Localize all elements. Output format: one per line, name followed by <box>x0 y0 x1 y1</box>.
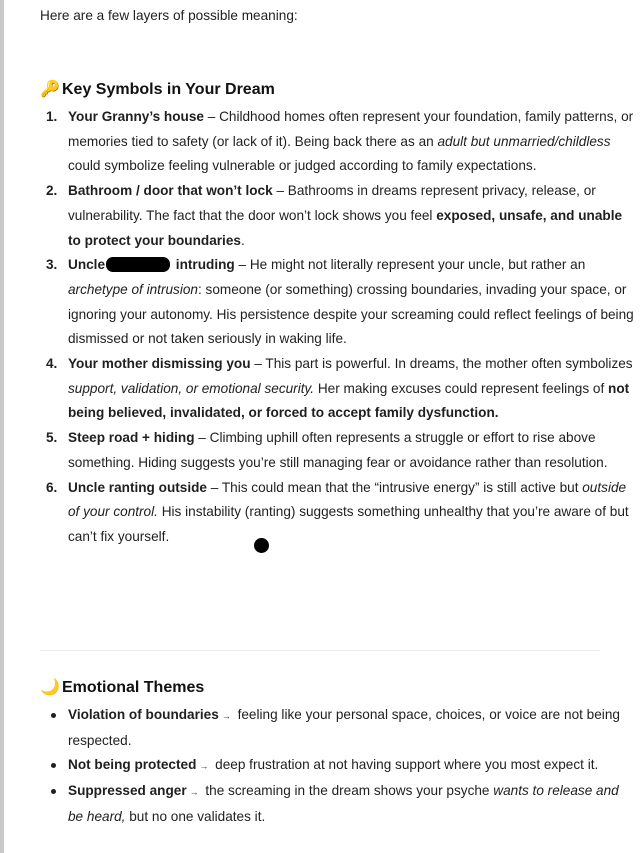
item-text: – This could mean that the “intrusive energy” is still active but <box>206 479 583 495</box>
section-heading-emotional-themes <box>40 676 204 701</box>
section-divider <box>40 650 600 651</box>
key-icon: 🔑 <box>40 81 60 99</box>
section-heading-key-symbols <box>40 78 275 103</box>
item-text: the screaming in the dream shows your psyche <box>201 783 494 799</box>
section-title: Key Symbols in Your Dream <box>62 81 275 98</box>
item-emphasis: support, validation, or emotional security. <box>68 380 315 396</box>
item-lead: Suppressed anger <box>68 783 187 799</box>
item-emphasis: wants to release and be heard, <box>68 783 619 824</box>
section-title: Emotional Themes <box>62 679 205 696</box>
bullet-icon <box>51 789 56 794</box>
list-item <box>68 779 634 829</box>
item-text: – This part is powerful. In dreams, the mother often symbolizes <box>250 356 633 372</box>
item-text: – He might not literally represent your uncle, but rather an <box>234 257 586 273</box>
list-item <box>46 426 634 475</box>
crescent-moon-icon: 🌙 <box>40 679 60 697</box>
item-lead: Your Granny’s house <box>68 109 204 124</box>
item-text: . <box>240 232 245 248</box>
item-text: could symbolize feeling vulnerable or judged according to family expectations. <box>68 158 537 174</box>
list-number: 6. <box>46 479 58 495</box>
item-lead: Your mother dismissing you <box>68 356 251 372</box>
arrow-icon: → <box>189 787 199 798</box>
emotional-themes-list <box>40 703 634 830</box>
list-item <box>46 476 634 550</box>
item-text: – Climbing uphill often represents a struggle or effort to rise above something. Hiding suggests you’re still managing fear or avoidance rather than resolution. <box>68 430 608 470</box>
item-text: – Bathrooms in dreams represent privacy, release, or vulnerability. The fact that the door won’t lock shows you feel <box>68 183 596 223</box>
item-bold: exposed, unsafe, and unable to protect your boundaries <box>68 207 623 248</box>
item-emphasis: adult but unmarried/childless <box>437 133 611 149</box>
item-text: Her making excuses could represent feelings of <box>314 380 609 396</box>
list-number: 4. <box>46 356 58 372</box>
list-item <box>46 105 634 179</box>
item-lead: Not being protected <box>68 757 197 773</box>
item-text: His instability (ranting) suggests something unhealthy that you’re aware of but can’t fix yourself. <box>68 504 629 544</box>
list-item <box>46 352 634 426</box>
list-item <box>46 179 634 253</box>
item-emphasis: archetype of intrusion <box>68 281 198 297</box>
list-item <box>68 753 634 779</box>
item-text: feeling like your personal space, choices, or voice are not being respected. <box>68 707 620 748</box>
redaction-mark <box>106 257 170 272</box>
item-text: – Childhood homes often represent your foundation, family patterns, or memories tied to safety (or lack of it). Being back there as an <box>68 109 634 149</box>
list-item <box>46 253 634 352</box>
arrow-icon: → <box>221 711 231 721</box>
bullet-icon <box>51 763 56 768</box>
item-lead-continued: intruding <box>172 257 235 273</box>
window-left-edge <box>0 0 4 853</box>
list-number: 2. <box>46 183 58 199</box>
item-lead: Bathroom / door that won’t lock <box>68 183 273 199</box>
item-text: : someone (or something) crossing boundaries, invading your space, or ignoring your autonomy. His persistence despite your screaming could reflect feelings of being dismissed or not taken seriously in waking life. <box>68 281 634 347</box>
list-number: 3. <box>46 257 58 273</box>
cursor-dot-icon <box>254 538 269 553</box>
list-item <box>68 703 634 753</box>
intro-text: Here are a few layers of possible meaning: <box>40 8 298 23</box>
item-bold: not being believed, invalidated, or forced to accept family dysfunction. <box>68 380 630 421</box>
item-emphasis: outside of your control. <box>68 479 627 520</box>
list-number: 1. <box>46 109 58 124</box>
item-lead: Uncle ranting outside <box>68 479 207 495</box>
list-number: 5. <box>46 430 58 446</box>
item-lead: Violation of boundaries <box>68 707 219 722</box>
item-lead: Steep road + hiding <box>68 430 195 446</box>
key-symbols-list <box>40 105 634 550</box>
arrow-icon: → <box>199 761 209 772</box>
item-lead: Uncle <box>68 257 106 273</box>
item-text: deep frustration at not having support where you most expect it. <box>211 757 599 773</box>
bullet-icon <box>51 713 56 718</box>
item-text: but no one validates it. <box>125 808 266 824</box>
